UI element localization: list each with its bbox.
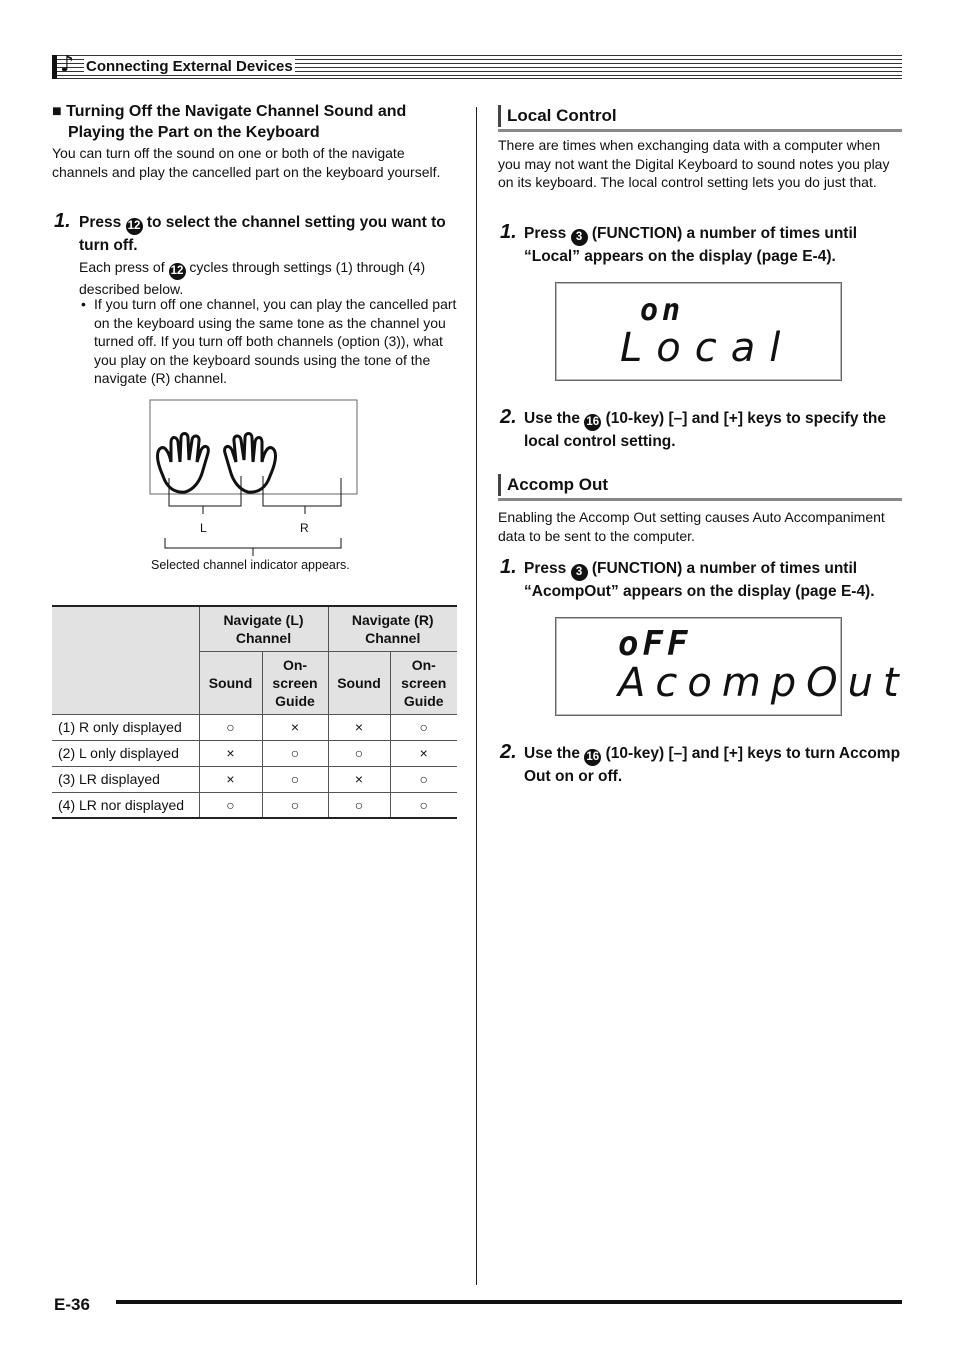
local-control-intro: There are times when exchanging data with a computer when you may not want the Digital Keyboard to sound notes you play on its keyboard. The local control setting lets you do just that. (498, 137, 890, 190)
step-1-number: 1. (54, 210, 71, 232)
table-sub-header: Sound (328, 651, 390, 714)
button-12-icon: 12 (126, 218, 143, 235)
button-12-icon: 12 (169, 263, 186, 280)
accomp-step-1-instruction: Press 3 (FUNCTION) a number of times until “AcompOut” appears on the display (page E-4). (524, 560, 875, 600)
accomp-step-2-instruction: Use the 16 (10-key) [–] and [+] keys to turn Accomp Out on or off. (524, 745, 901, 785)
table-row: (4) LR nor displayed ○ ○ ○ ○ (52, 792, 457, 818)
page-number: E-36 (54, 1295, 90, 1314)
table-sub-header: Sound (199, 651, 262, 714)
button-16-icon: 16 (584, 414, 601, 431)
lcd-main-text: Local (620, 325, 795, 371)
local-step-1-instruction: Press 3 (FUNCTION) a number of times until “Local” appears on the display (page E-4). (524, 225, 858, 265)
accomp-step-2-number: 2. (500, 741, 517, 763)
step-1-description: Each press of 12 cycles through settings (1) through (4) described below. (79, 259, 426, 297)
table-group-header: Navigate (L) Channel (199, 606, 328, 651)
accomp-out-intro: Enabling the Accomp Out setting causes Auto Accompaniment data to be sent to the computer. (498, 509, 885, 544)
button-3-icon: 3 (571, 229, 588, 246)
section-title: ■ Turning Off the Navigate Channel Sound and Playing the Part on the Keyboard (52, 103, 407, 141)
hands-figure (145, 398, 365, 578)
step-1-instruction: Press 12 to select the channel setting you want to turn off. (79, 214, 446, 254)
column-divider (476, 107, 477, 1285)
lcd-status-text: on (640, 293, 685, 328)
step-1-note: • If you turn off one channel, you can play the cancelled part on the keyboard using the same tone as the channel you turned off. If you turn off both channels (option (3)), what you play on the keyboard sounds using the tone of the navigate (R) channel. (81, 296, 457, 386)
accomp-step-1-number: 1. (500, 556, 517, 578)
accomp-out-heading: Accomp Out (498, 474, 902, 496)
lcd-display-accomp (555, 617, 909, 716)
figure-caption: Selected channel indicator appears. (151, 558, 350, 572)
local-step-2-number: 2. (500, 406, 517, 428)
table-corner (52, 606, 199, 714)
section-intro: You can turn off the sound on one or both of the navigate channels and play the cancelled part on the keyboard yourself. (52, 145, 441, 180)
table-row: (3) LR displayed × ○ × ○ (52, 766, 457, 792)
lcd-status-text: oFF (618, 624, 692, 664)
left-channel-label: L (200, 521, 207, 535)
table-row: (2) L only displayed × ○ ○ × (52, 740, 457, 766)
local-control-rule (498, 129, 902, 132)
local-step-2-instruction: Use the 16 (10-key) [–] and [+] keys to specify the local control setting. (524, 410, 887, 450)
table-sub-header: On-screen Guide (262, 651, 328, 714)
table-group-header: Navigate (R) Channel (328, 606, 457, 651)
header-title: Connecting External Devices (86, 58, 293, 75)
music-note-icon: ♪ (60, 52, 75, 77)
accomp-out-rule (498, 498, 902, 501)
table-sub-header: On-screen Guide (390, 651, 457, 714)
lcd-main-text: AcompOut (618, 660, 909, 706)
button-3-icon: 3 (571, 564, 588, 581)
lcd-display-local (555, 282, 842, 381)
footer-rule (116, 1300, 902, 1304)
right-channel-label: R (300, 521, 309, 535)
section-marker: ■ (52, 103, 62, 120)
table-row: (1) R only displayed ○ × × ○ (52, 714, 457, 740)
local-control-heading: Local Control (498, 105, 902, 127)
local-step-1-number: 1. (500, 221, 517, 243)
button-16-icon: 16 (584, 749, 601, 766)
channel-settings-table (52, 605, 457, 819)
header-bar (52, 55, 57, 79)
